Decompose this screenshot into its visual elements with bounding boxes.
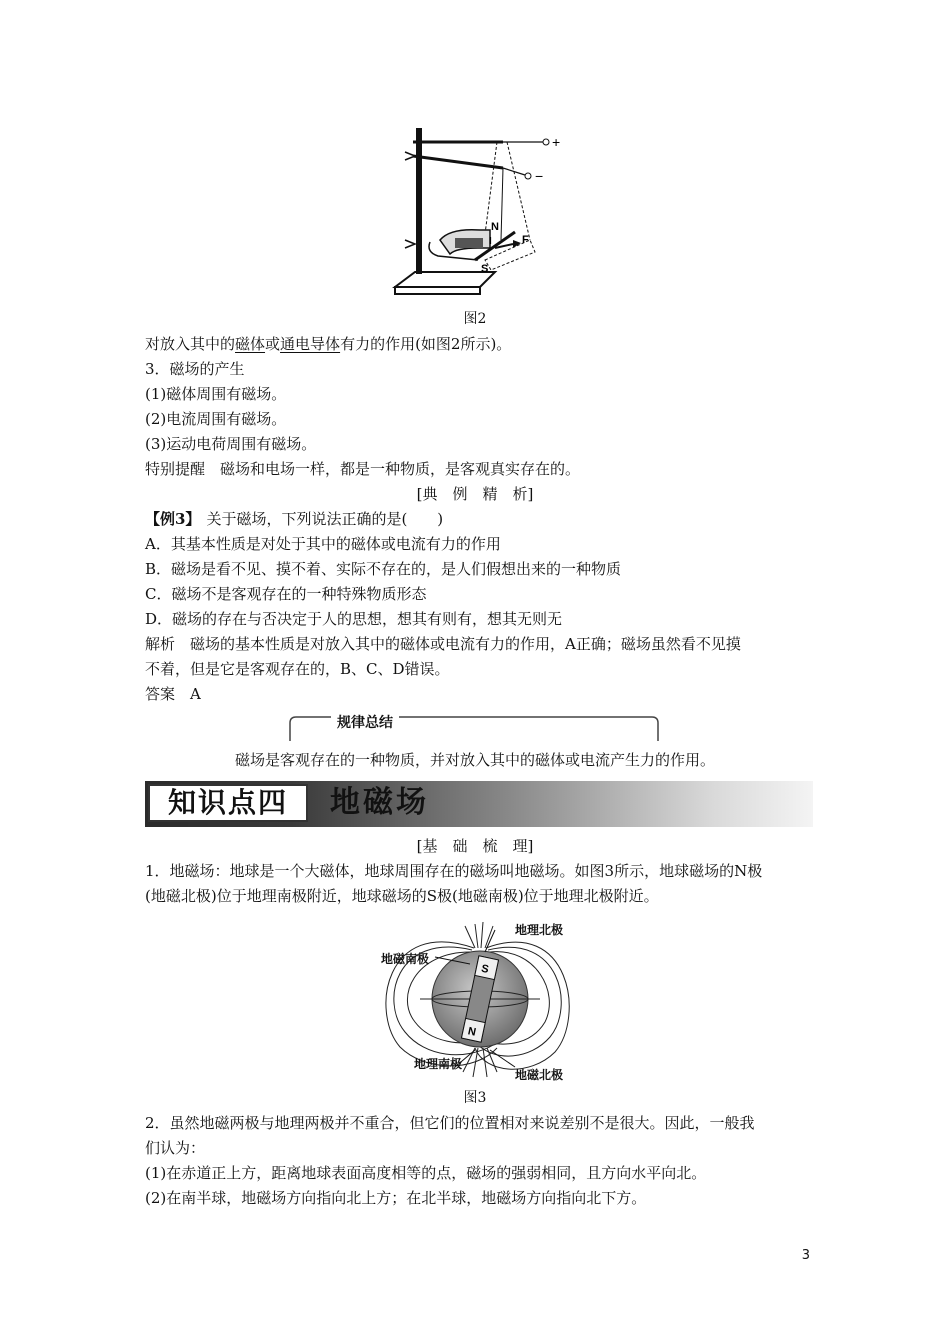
label-mag-north: 地磁北极 xyxy=(515,1068,564,1082)
answer: 答案 A xyxy=(145,685,201,703)
special-note: 特别提醒 磁场和电场一样，都是一种物质，是客观真实存在的。 xyxy=(145,460,581,478)
option-d: D．磁场的存在与否决定于人的思想，想其有则有，想其无则无 xyxy=(145,610,563,628)
heading-examples: [典 例 精 析] xyxy=(416,485,534,503)
example-label: 【例3】 xyxy=(145,510,201,528)
para-1-line-1: 1．地磁场：地球是一个大磁体，地球周围存在的磁场叫地磁场。如图3所示，地球磁场的N极 xyxy=(145,862,763,880)
heading-basics: [基 础 梳 理] xyxy=(416,837,534,855)
section-title: 地磁场 xyxy=(330,785,429,820)
text: 或 xyxy=(265,335,281,353)
rule-summary-text: 磁场是客观存在的一种物质，并对放入其中的磁体或电流产生力的作用。 xyxy=(234,751,715,769)
para-2-item-1: (1)在赤道正上方，距离地球表面高度相等的点，磁场的强弱相同，且方向水平向北。 xyxy=(145,1164,707,1182)
pole-n-label: N xyxy=(491,221,499,233)
label-geo-south: 地理南极 xyxy=(414,1057,463,1071)
item-2: (2)电流周围有磁场。 xyxy=(145,410,287,428)
magnet-n-label: N xyxy=(466,1025,478,1039)
page-number: 3 xyxy=(801,1248,810,1263)
option-b: B．磁场是看不见、摸不着、实际不存在的，是人们假想出来的一种物质 xyxy=(145,560,622,578)
pole-s-label: S xyxy=(481,263,489,275)
option-c: C．磁场不是客观存在的一种特殊物质形态 xyxy=(145,585,427,603)
item-3: (3)运动电荷周围有磁场。 xyxy=(145,435,317,453)
rule-summary-label: 规律总结 xyxy=(331,712,399,734)
analysis-line-1: 解析 磁场的基本性质是对放入其中的磁体或电流有力的作用，A正确；磁场虽然看不见摸 xyxy=(145,635,741,653)
minus-label: − xyxy=(535,168,544,184)
item-1: (1)磁体周围有磁场。 xyxy=(145,385,287,403)
label-geo-north: 地理北极 xyxy=(515,923,564,937)
example-3 xyxy=(145,509,443,529)
label-mag-south: 地磁南极 xyxy=(381,952,430,966)
underlined-term: 磁体 xyxy=(235,335,266,353)
current-i-label: I xyxy=(489,236,492,247)
figure-2-caption: 图2 xyxy=(463,311,487,327)
line-force-on-magnet xyxy=(145,334,511,354)
option-a: A．其基本性质是对处于其中的磁体或电流有力的作用 xyxy=(145,535,501,553)
para-1-line-2: (地磁北极)位于地理南极附近，地球磁场的S极(地磁南极)位于地理北极附近。 xyxy=(145,887,659,905)
example-question: 关于磁场，下列说法正确的是( ) xyxy=(206,510,444,528)
text: 对放入其中的 xyxy=(145,335,236,353)
para-2-line-1: 2．虽然地磁两极与地理两极并不重合，但它们的位置相对来说差别不是很大。因此，一般我 xyxy=(145,1114,755,1132)
para-2-line-2: 们认为： xyxy=(145,1139,206,1157)
para-2-item-2: (2)在南半球，地磁场方向指向北上方；在北半球，地磁场方向指向北下方。 xyxy=(145,1189,647,1207)
plus-label: + xyxy=(552,134,561,150)
force-f-label: F xyxy=(522,234,529,246)
heading-generation: 3．磁场的产生 xyxy=(145,360,245,378)
magnet-s-label: S xyxy=(480,962,490,977)
figure-3-caption: 图3 xyxy=(463,1090,487,1106)
underlined-term: 通电导体 xyxy=(280,335,341,353)
analysis-line-2: 不着，但是它是客观存在的，B、C、D错误。 xyxy=(145,660,450,678)
figure-2-apparatus xyxy=(385,122,570,302)
text: 有力的作用(如图2所示)。 xyxy=(340,335,512,353)
section-number-box: 知识点四 xyxy=(148,784,308,822)
